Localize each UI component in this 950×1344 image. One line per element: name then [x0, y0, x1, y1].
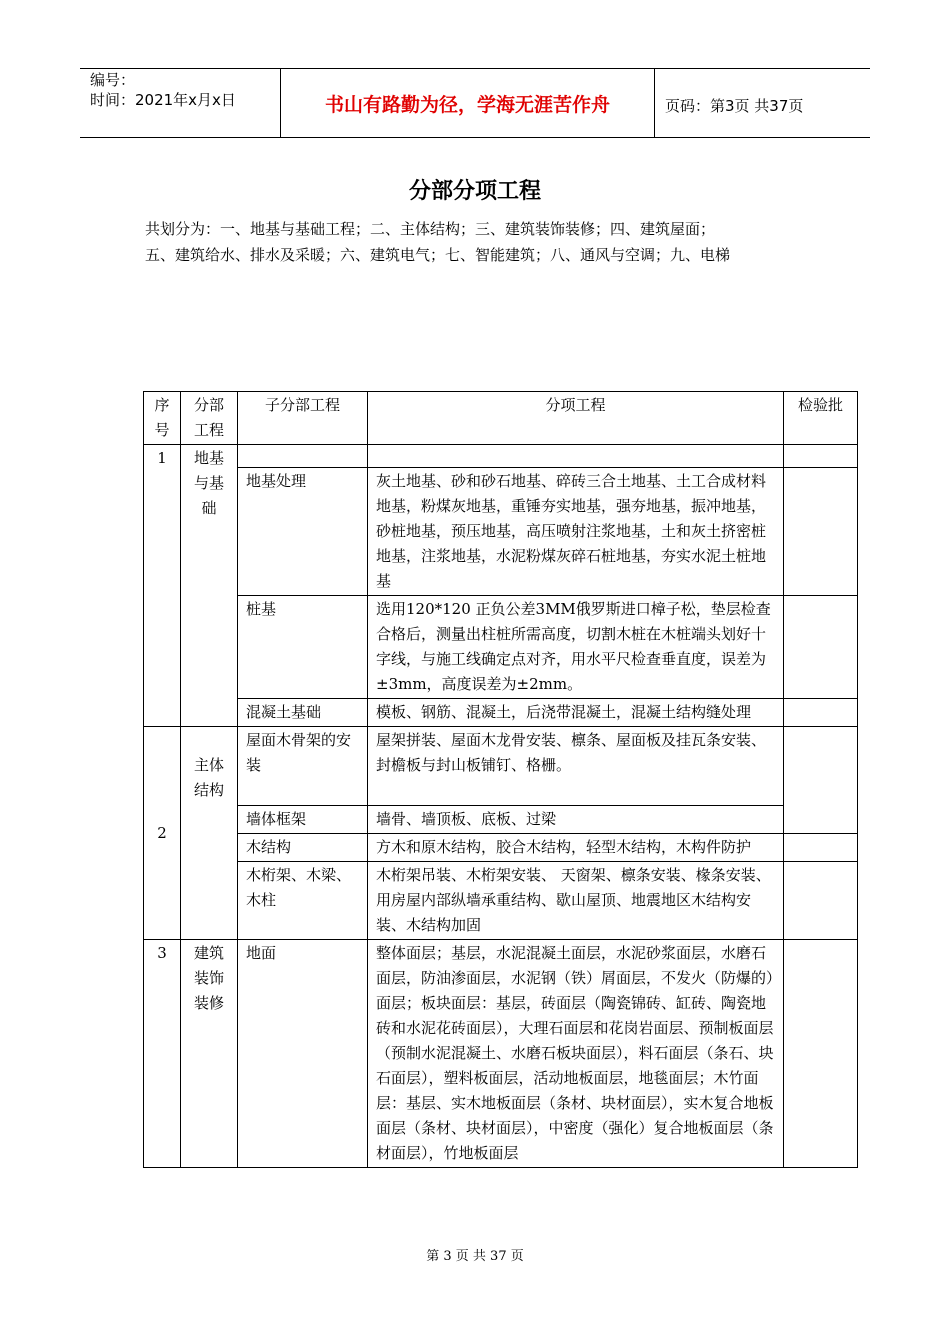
table-row [144, 834, 858, 862]
sub-items: 方木和原木结构，胶合木结构，轻型木结构，木构件防护 [368, 834, 784, 862]
header-motto-cell [281, 69, 655, 137]
intro-line-1: 共划分为：一、地基与基础工程；二、主体结构；三、建筑装饰装修；四、建筑屋面； [145, 220, 716, 238]
table-row [144, 727, 858, 806]
sub-division-name: 木结构 [238, 834, 368, 862]
sub-division-name: 混凝土基础 [238, 699, 368, 727]
sub-division-name: 地基处理 [238, 468, 368, 596]
table-header-row [144, 392, 858, 445]
inspection-cell [784, 468, 858, 596]
intro-line-2: 五、建筑给水、排水及采暖；六、建筑电气；七、智能建筑；八、通风与空调；九、电梯 [145, 246, 731, 264]
inspection-cell [784, 596, 858, 699]
table-row [144, 699, 858, 727]
row-division: 地基与基础 [181, 445, 238, 727]
row-division: 主体结构 [181, 727, 238, 940]
sub-division-name: 屋面木骨架的安装 [238, 727, 368, 806]
row-division: 建筑装饰装修 [181, 940, 238, 1168]
sub-items: 灰土地基、砂和砂石地基、碎砖三合土地基、土工合成材料地基，粉煤灰地基，重锤夯实地基，强夯地基，振冲地基，砂桩地基，预压地基，高压喷射注浆地基，土和灰土挤密桩地基，注浆地基，水泥粉煤灰碎石桩地基，夯实水泥土桩地基 [368, 468, 784, 596]
works-table [143, 391, 858, 1168]
sub-items: 木桁架吊装、木桁架安装、 天窗架、檩条安装、椽条安装、用房屋内部纵墙承重结构、歇山屋顶、地震地区木结构安装、木结构加固 [368, 862, 784, 940]
empty-cell [368, 445, 784, 468]
table-row [144, 445, 858, 468]
header-items: 分项工程 [368, 392, 784, 445]
page-title: 分部分项工程 [408, 179, 541, 204]
sub-division-name: 桩基 [238, 596, 368, 699]
inspection-cell [784, 699, 858, 727]
table-row [144, 596, 858, 699]
table-row [144, 806, 858, 834]
inspection-cell [784, 727, 858, 834]
page-footer: 第 3 页 共 37 页 [426, 1249, 524, 1264]
header-meta-cell [80, 69, 281, 137]
header-division: 分部工程 [181, 392, 238, 445]
empty-cell [238, 445, 368, 468]
date-label: 时间：2021年x月x日 [90, 91, 236, 109]
header-inspection: 检验批 [784, 392, 858, 445]
empty-cell [784, 445, 858, 468]
table-row [144, 468, 858, 596]
header-page-cell [655, 69, 870, 137]
document-header [80, 68, 870, 138]
sub-items: 屋架拼装、屋面木龙骨安装、檩条、屋面板及挂瓦条安装、封檐板与封山板铺钉、格栅。 [368, 727, 784, 806]
motto: 书山有路勤为径，学海无涯苦作舟 [324, 94, 610, 116]
table-row [144, 862, 858, 940]
row-seq: 1 [144, 445, 181, 727]
sub-division-name: 地面 [238, 940, 368, 1168]
sub-division-name: 墙体框架 [238, 806, 368, 834]
header-sub-division: 子分部工程 [238, 392, 368, 445]
sub-items: 整体面层；基层，水泥混凝土面层，水泥砂浆面层，水磨石面层，防油渗面层，水泥钢（铁）屑面层，不发火（防爆的）面层；板块面层：基层，砖面层（陶瓷锦砖、缸砖、陶瓷地砖和水泥花砖面层），大理石面层和花岗岩面层、预制板面层（预制水泥混凝土、水磨石板块面层），料石面层（条石、块石面层），塑料板面层，活动地板面层，地毯面层；木竹面层：基层、实木地板面层（条材、块材面层），实木复合地板面层（条材、块材面层），中密度（强化）复合地板面层（条材面层），竹地板面层 [368, 940, 784, 1168]
code-label: 编号： [90, 71, 136, 89]
sub-items: 墙骨、墙顶板、底板、过梁 [368, 806, 784, 834]
sub-items: 模板、钢筋、混凝土，后浇带混凝土，混凝土结构缝处理 [368, 699, 784, 727]
row-seq: 2 [144, 727, 181, 940]
inspection-cell [784, 862, 858, 940]
header-seq: 序号 [144, 392, 181, 445]
table-row [144, 940, 858, 1168]
sub-items: 选用120*120 正负公差3MM俄罗斯进口樟子松，垫层检查合格后，测量出柱桩所需高度，切割木桩在木桩端头划好十字线，与施工线确定点对齐，用水平尺检查垂直度，误差为±3mm，高度误差为±2mm。 [368, 596, 784, 699]
inspection-cell [784, 834, 858, 862]
sub-division-name: 木桁架、木梁、木柱 [238, 862, 368, 940]
row-seq: 3 [144, 940, 181, 1168]
inspection-cell [784, 940, 858, 1168]
page-code: 页码：第3页 共37页 [665, 97, 804, 115]
